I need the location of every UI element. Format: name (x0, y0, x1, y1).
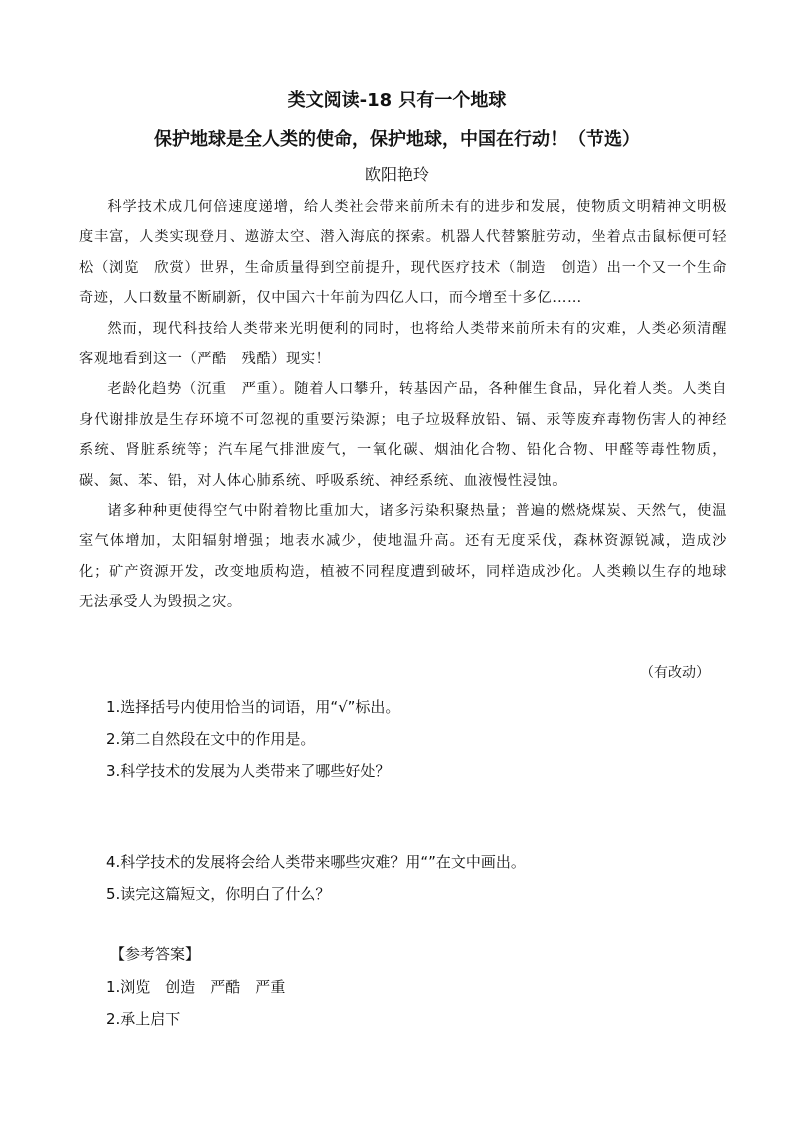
source-note: （有改动） (640, 665, 710, 681)
answer-2: 2.承上启下 (106, 1010, 181, 1028)
question-2: 2.第二自然段在文中的作用是。 (106, 730, 316, 748)
passage-paragraph: 诸多种种更使得空气中附着物比重加大，诸多污染积聚热量；普遍的燃烧煤炭、天然气，使温室气体增加，太阳辐射增强；地表水减少，使地温升高。还有无度采伐，森林资源锐减，造成沙化；矿产资源开发，改变地质构造，植被不同程度遭到破坏，同样造成沙化。人类赖以生存的地球无法承受人为毁损之灾。 (79, 503, 727, 611)
passage-paragraph: 科学技术成几何倍速度递增，给人类社会带来前所未有的进步和发展，使物质文明精神文明极度丰富，人类实现登月、遨游太空、潜入海底的探索。机器人代替繁脏劳动，坐着点击鼠标便可轻松（浏览 欣赏）世界，生命质量得到空前提升，现代医疗技术（制造 创造）出一个又一个生命奇迹，人口数量不断刷新，仅中国六十年前为四亿人口，而今增至十多亿…… (79, 199, 727, 307)
page-title: 类文阅读-18 只有一个地球 (287, 90, 507, 111)
answer-1: 1.浏览 创造 严酷 严重 (106, 978, 286, 996)
question-1: 1.选择括号内使用恰当的词语，用“√”标出。 (106, 698, 401, 716)
answers-heading: 【参考答案】 (110, 945, 201, 963)
reading-passage (79, 192, 727, 618)
article-author: 欧阳艳玲 (364, 165, 429, 184)
article-title: 保护地球是全人类的使命，保护地球，中国在行动！（节选） (154, 129, 640, 150)
passage-paragraph: 老龄化趋势（沉重 严重）。随着人口攀升，转基因产品，各种催生食品，异化着人类。人类自身代谢排放是生存环境不可忽视的重要污染源；电子垃圾释放铅、镉、汞等废弃毒物伤害人的神经系统、肾脏系统等；汽车尾气排泄废气，一氧化碳、烟油化合物、铅化合物、甲醛等毒性物质，碳、氮、苯、铅，对人体心肺系统、呼吸系统、神经系统、血液慢性浸蚀。 (79, 381, 727, 489)
question-4: 4.科学技术的发展将会给人类带来哪些灾难？用“”在文中画出。 (106, 853, 526, 871)
question-3: 3.科学技术的发展为人类带来了哪些好处？ (106, 762, 391, 780)
question-5: 5.读完这篇短文，你明白了什么？ (106, 885, 331, 903)
passage-paragraph: 然而，现代科技给人类带来光明便利的同时，也将给人类带来前所未有的灾难，人类必须清醒客观地看到这一（严酷 残酷）现实！ (79, 320, 727, 368)
